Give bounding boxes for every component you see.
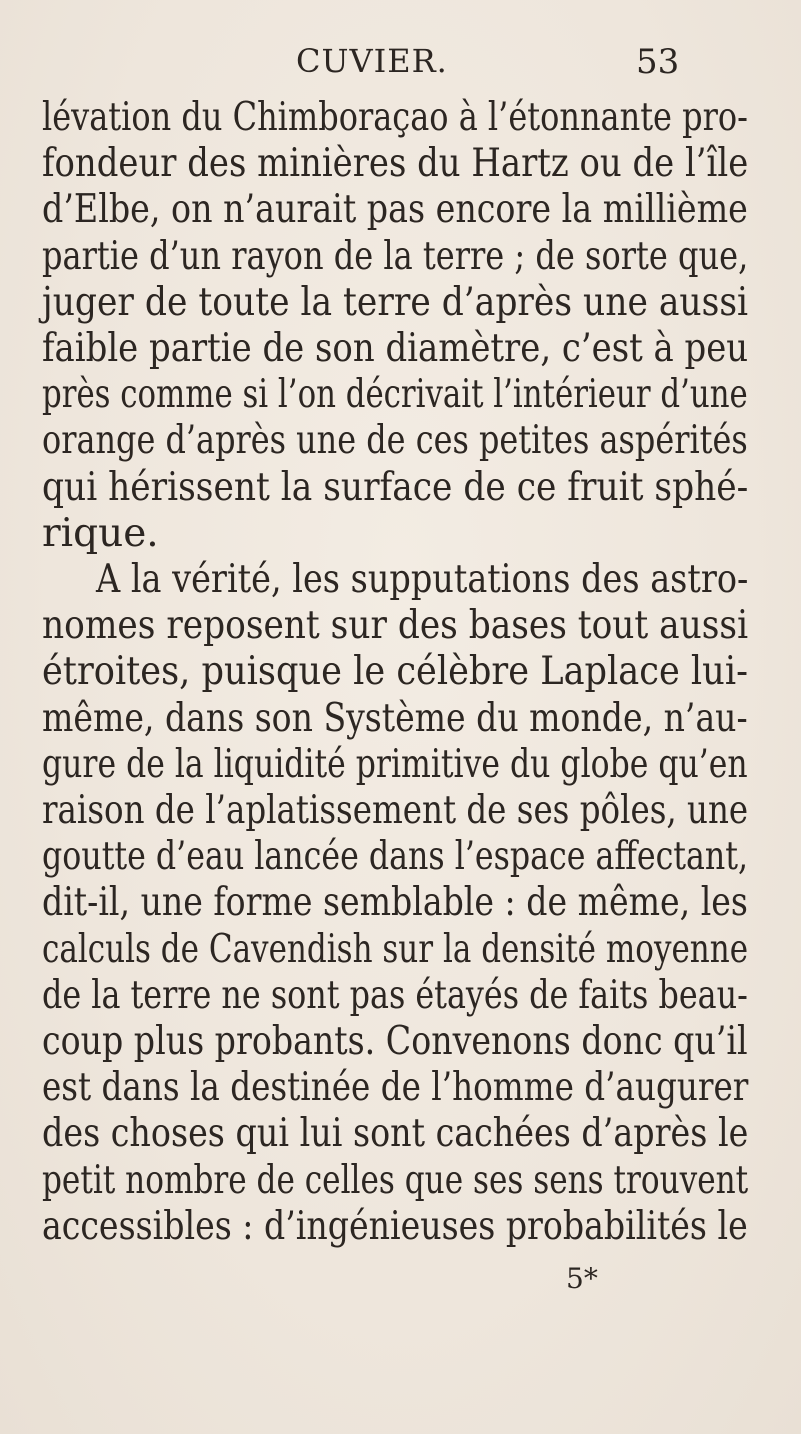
text-line: juger de toute la terre d’après une aussi [42,279,749,325]
text-line: orange d’après une de ces petites aspérités [42,418,748,464]
running-header [0,40,801,84]
text-line: de la terre ne sont pas étayés de faits beau- [42,972,748,1018]
text-line: des choses qui lui sont cachées d’après le [42,1111,749,1157]
signature-mark: 5* [566,1262,598,1295]
text-line: rique. [42,510,159,556]
text-line: qui hérissent la surface de ce fruit sphé- [42,464,749,510]
page-number: 53 [636,42,680,82]
text-line: goutte d’eau lancée dans l’espace affectant, [42,834,749,880]
text-line: lévation du Chimboraçao à l’étonnante pro- [42,95,748,140]
header-title: CUVIER. [296,42,448,80]
text-line: fondeur des minières du Hartz ou de l’île [42,141,749,187]
text-line: accessibles : d’ingénieuses probabilités le [42,1203,748,1249]
text-line: même, dans son Système du monde, n’au- [42,695,748,741]
text-line: étroites, puisque le célèbre Laplace lui- [42,649,748,695]
text-line: A la vérité, les supputations des astro- [96,557,749,602]
text-line: gure de la liquidité primitive du globe qu’en [42,741,748,787]
text-line: calculs de Cavendish sur la densité moyenne [42,926,749,972]
text-line: raison de l’aplatissement de ses pôles, une [42,788,749,833]
text-line: est dans la destinée de l’homme d’augurer [42,1065,749,1111]
text-line: près comme si l’on décrivait l’intérieur d’une [42,372,748,418]
text-line: dit-il, une forme semblable : de même, les [42,880,748,926]
text-line: partie d’un rayon de la terre ; de sorte que, [42,233,749,279]
text-line: petit nombre de celles que ses sens trouvent [42,1157,749,1203]
text-line: d’Elbe, on n’aurait pas encore la millième [42,187,748,233]
text-line: faible partie de son diamètre, c’est à peu [42,326,749,371]
text-line: coup plus probants. Convenons donc qu’il [42,1019,748,1064]
text-line: nomes reposent sur des bases tout aussi [42,603,749,649]
